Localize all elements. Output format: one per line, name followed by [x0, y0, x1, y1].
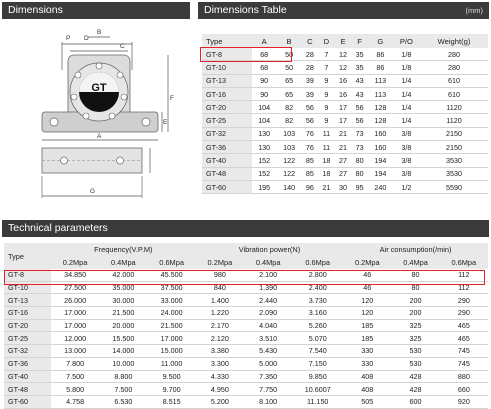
row-type: GT-60 — [4, 395, 51, 408]
table-cell: 86 — [368, 61, 393, 74]
table-cell: 290 — [440, 307, 488, 320]
row-type: GT-20 — [202, 101, 252, 114]
table-cell: 1.220 — [196, 307, 244, 320]
table-cell: 80 — [391, 281, 439, 294]
table-cell: 408 — [343, 370, 391, 383]
table-cell: 16 — [335, 74, 352, 87]
table-cell: 21 — [335, 141, 352, 154]
table-cell: 122 — [277, 167, 302, 180]
table-cell: 80 — [351, 167, 368, 180]
dim-col-header: Weight(g) — [420, 34, 488, 48]
table-cell: 530 — [391, 357, 439, 370]
table-cell: 17.000 — [147, 332, 195, 345]
table-row — [202, 74, 488, 87]
table-cell: 50 — [277, 61, 302, 74]
dim-col-header: F — [351, 34, 368, 48]
table-cell: 11 — [318, 127, 335, 140]
row-type: GT-10 — [4, 281, 51, 294]
table-cell: 7.750 — [244, 383, 292, 396]
table-cell: 152 — [252, 154, 277, 167]
table-cell: 56 — [351, 114, 368, 127]
table-cell: 1/4 — [393, 74, 420, 87]
dim-col-header: A — [252, 34, 277, 48]
table-cell: 1/4 — [393, 101, 420, 114]
table-cell: 3/8 — [393, 141, 420, 154]
label-e: E — [163, 119, 168, 126]
table-cell: 35.000 — [99, 281, 147, 294]
table-cell: 1.390 — [244, 281, 292, 294]
table-row — [4, 370, 488, 383]
table-cell: 33.000 — [147, 294, 195, 307]
table-cell: 24.000 — [147, 307, 195, 320]
label-g: G — [90, 188, 96, 195]
table-cell: 56 — [302, 114, 319, 127]
mount-hole-right — [142, 118, 150, 126]
row-type: GT-8 — [4, 269, 51, 281]
table-row — [202, 127, 488, 140]
table-cell: 600 — [391, 395, 439, 408]
table-cell: 3530 — [420, 154, 488, 167]
table-cell: 610 — [420, 74, 488, 87]
dimensions-table-title: Dimensions Table — [204, 4, 287, 16]
table-row — [4, 332, 488, 345]
table-cell: 21 — [335, 127, 352, 140]
label-f: F — [170, 95, 174, 102]
table-cell: 185 — [343, 319, 391, 332]
table-cell: 240 — [368, 180, 393, 193]
table-cell: 34.850 — [51, 269, 99, 281]
table-cell: 3/8 — [393, 154, 420, 167]
table-cell: 1120 — [420, 114, 488, 127]
table-cell: 200 — [391, 294, 439, 307]
table-cell: 140 — [277, 180, 302, 193]
table-cell: 17 — [335, 114, 352, 127]
table-row — [202, 48, 488, 61]
table-row — [4, 345, 488, 358]
table-cell: 30 — [335, 180, 352, 193]
label-c: C — [120, 43, 125, 50]
pressure-subheader: 0.2Mpa — [343, 256, 391, 269]
table-cell: 330 — [343, 345, 391, 358]
table-cell: 280 — [420, 61, 488, 74]
table-cell: 68 — [252, 61, 277, 74]
table-cell: 68 — [252, 48, 277, 61]
table-cell: 15.000 — [147, 345, 195, 358]
table-cell: 39 — [302, 74, 319, 87]
table-cell: 12.000 — [51, 332, 99, 345]
table-cell: 2.120 — [196, 332, 244, 345]
table-cell: 290 — [440, 294, 488, 307]
table-cell: 3.160 — [292, 307, 343, 320]
table-cell: 7.800 — [51, 357, 99, 370]
table-cell: 14.000 — [99, 345, 147, 358]
label-d: D — [84, 35, 89, 42]
table-cell: 160 — [368, 141, 393, 154]
table-cell: 28 — [302, 61, 319, 74]
table-cell: 103 — [277, 141, 302, 154]
table-cell: 4.040 — [244, 319, 292, 332]
technical-table — [4, 243, 488, 409]
table-cell: 65 — [277, 87, 302, 100]
table-row — [4, 307, 488, 320]
table-cell: 26.000 — [51, 294, 99, 307]
dim-col-header: Type — [202, 34, 252, 48]
table-cell: 325 — [391, 319, 439, 332]
row-type: GT-13 — [202, 74, 252, 87]
dim-col-header: P/O — [393, 34, 420, 48]
table-cell: 21.500 — [147, 319, 195, 332]
table-cell: 27 — [335, 154, 352, 167]
table-cell: 9.500 — [147, 370, 195, 383]
table-cell: 13.000 — [51, 345, 99, 358]
table-cell: 30.000 — [99, 294, 147, 307]
table-row — [202, 114, 488, 127]
table-cell: 46 — [343, 269, 391, 281]
table-cell: 10.000 — [99, 357, 147, 370]
label-a: A — [97, 133, 102, 140]
table-row — [202, 141, 488, 154]
row-type: GT-10 — [202, 61, 252, 74]
row-type: GT-48 — [4, 383, 51, 396]
table-cell: 2.400 — [292, 281, 343, 294]
table-cell: 5.430 — [244, 345, 292, 358]
table-cell: 5.800 — [51, 383, 99, 396]
table-cell: 2.170 — [196, 319, 244, 332]
table-cell: 65 — [277, 74, 302, 87]
frequency-header: Frequency(V.P.M) — [51, 243, 196, 256]
table-cell: 5.070 — [292, 332, 343, 345]
table-cell: 280 — [420, 48, 488, 61]
table-cell: 73 — [351, 127, 368, 140]
dimensions-title: Dimensions — [8, 4, 63, 16]
table-cell: 113 — [368, 87, 393, 100]
table-cell: 11.150 — [292, 395, 343, 408]
dim-col-header: C — [302, 34, 319, 48]
row-type: GT-16 — [202, 87, 252, 100]
table-cell: 505 — [343, 395, 391, 408]
table-cell: 9 — [318, 114, 335, 127]
table-cell: 2.100 — [244, 269, 292, 281]
table-cell: 39 — [302, 87, 319, 100]
row-type: GT-48 — [202, 167, 252, 180]
table-cell: 1/8 — [393, 61, 420, 74]
table-row — [4, 357, 488, 370]
table-cell: 428 — [391, 383, 439, 396]
table-cell: 160 — [368, 127, 393, 140]
table-cell: 90 — [252, 74, 277, 87]
table-cell: 43 — [351, 87, 368, 100]
table-cell: 1/2 — [393, 180, 420, 193]
table-cell: 745 — [440, 357, 488, 370]
table-cell: 2.440 — [244, 294, 292, 307]
table-cell: 10.6007 — [292, 383, 343, 396]
table-cell: 85 — [302, 154, 319, 167]
table-cell: 50 — [277, 48, 302, 61]
table-cell: 2.800 — [292, 269, 343, 281]
table-cell: 1120 — [420, 101, 488, 114]
pressure-subheader: 0.4Mpa — [244, 256, 292, 269]
table-cell: 43 — [351, 74, 368, 87]
table-cell: 76 — [302, 141, 319, 154]
table-cell: 465 — [440, 319, 488, 332]
table-cell: 11 — [318, 141, 335, 154]
table-cell: 7 — [318, 48, 335, 61]
table-cell: 7 — [318, 61, 335, 74]
table-cell: 103 — [277, 127, 302, 140]
table-row — [4, 281, 488, 294]
row-type: GT-25 — [4, 332, 51, 345]
table-cell: 16 — [335, 87, 352, 100]
table-cell: 9 — [318, 101, 335, 114]
row-type: GT-20 — [4, 319, 51, 332]
table-cell: 5.200 — [196, 395, 244, 408]
table-cell: 745 — [440, 345, 488, 358]
table-cell: 27 — [335, 167, 352, 180]
table-cell: 330 — [343, 357, 391, 370]
table-cell: 2150 — [420, 127, 488, 140]
table-cell: 37.500 — [147, 281, 195, 294]
pressure-subheader: 0.6Mpa — [292, 256, 343, 269]
pressure-subheader: 0.2Mpa — [196, 256, 244, 269]
table-cell: 42.000 — [99, 269, 147, 281]
table-cell: 128 — [368, 101, 393, 114]
table-cell: 8.100 — [244, 395, 292, 408]
table-cell: 76 — [302, 127, 319, 140]
table-cell: 9 — [318, 87, 335, 100]
pressure-subheader: 0.2Mpa — [51, 256, 99, 269]
row-type: GT-40 — [4, 370, 51, 383]
dim-col-header: B — [277, 34, 302, 48]
table-row — [202, 167, 488, 180]
logo-text: GT — [91, 82, 107, 94]
row-type: GT-40 — [202, 154, 252, 167]
pressure-subheader: 0.4Mpa — [99, 256, 147, 269]
table-cell: 130 — [252, 141, 277, 154]
vibration-power-header: Vibration power(N) — [196, 243, 343, 256]
table-row — [4, 294, 488, 307]
table-cell: 3.510 — [244, 332, 292, 345]
row-type: GT-32 — [4, 345, 51, 358]
table-cell: 408 — [343, 383, 391, 396]
mount-hole-left — [50, 118, 58, 126]
dimensions-unit: (mm) — [465, 6, 483, 15]
pressure-subheader: 0.6Mpa — [147, 256, 195, 269]
table-cell: 2.090 — [244, 307, 292, 320]
table-cell: 86 — [368, 48, 393, 61]
table-row — [4, 383, 488, 396]
row-type: GT-36 — [202, 141, 252, 154]
table-cell: 96 — [302, 180, 319, 193]
table-cell: 21.500 — [99, 307, 147, 320]
table-cell: 17.000 — [51, 307, 99, 320]
table-cell: 112 — [440, 281, 488, 294]
table-cell: 195 — [252, 180, 277, 193]
table-cell: 4.950 — [196, 383, 244, 396]
table-cell: 4.330 — [196, 370, 244, 383]
table-cell: 3/8 — [393, 167, 420, 180]
table-cell: 104 — [252, 114, 277, 127]
label-b: B — [97, 29, 102, 36]
table-cell: 120 — [343, 294, 391, 307]
table-row — [202, 101, 488, 114]
table-cell: 194 — [368, 167, 393, 180]
table-cell: 8.800 — [99, 370, 147, 383]
table-cell: 95 — [351, 180, 368, 193]
technical-title: Technical parameters — [8, 222, 108, 234]
table-cell: 6.530 — [99, 395, 147, 408]
table-cell: 73 — [351, 141, 368, 154]
table-cell: 122 — [277, 154, 302, 167]
table-cell: 194 — [368, 154, 393, 167]
table-cell: 3.300 — [196, 357, 244, 370]
table-cell: 3.730 — [292, 294, 343, 307]
table-cell: 152 — [252, 167, 277, 180]
table-cell: 113 — [368, 74, 393, 87]
table-cell: 56 — [302, 101, 319, 114]
table-cell: 185 — [343, 332, 391, 345]
table-cell: 9.850 — [292, 370, 343, 383]
table-cell: 5.000 — [244, 357, 292, 370]
table-cell: 17.000 — [51, 319, 99, 332]
table-cell: 104 — [252, 101, 277, 114]
dimensions-table — [202, 34, 488, 194]
table-cell: 610 — [420, 87, 488, 100]
table-cell: 17 — [335, 101, 352, 114]
table-cell: 465 — [440, 332, 488, 345]
table-row — [202, 61, 488, 74]
table-cell: 7.540 — [292, 345, 343, 358]
pressure-subheader: 0.6Mpa — [440, 256, 488, 269]
dim-col-header: G — [368, 34, 393, 48]
table-cell: 18 — [318, 154, 335, 167]
table-cell: 15.500 — [99, 332, 147, 345]
table-cell: 1/8 — [393, 48, 420, 61]
table-cell: 9.700 — [147, 383, 195, 396]
table-cell: 27.500 — [51, 281, 99, 294]
table-cell: 12 — [335, 48, 352, 61]
table-cell: 3/8 — [393, 127, 420, 140]
table-cell: 880 — [440, 370, 488, 383]
row-type: GT-60 — [202, 180, 252, 193]
table-cell: 18 — [318, 167, 335, 180]
table-cell: 85 — [302, 167, 319, 180]
table-cell: 7.150 — [292, 357, 343, 370]
row-type: GT-8 — [202, 48, 252, 61]
table-cell: 530 — [391, 345, 439, 358]
table-row — [202, 180, 488, 193]
table-cell: 120 — [343, 307, 391, 320]
table-cell: 3530 — [420, 167, 488, 180]
table-cell: 840 — [196, 281, 244, 294]
table-cell: 46 — [343, 281, 391, 294]
table-cell: 200 — [391, 307, 439, 320]
table-cell: 12 — [335, 61, 352, 74]
table-cell: 1.400 — [196, 294, 244, 307]
table-row — [4, 269, 488, 281]
table-cell: 1/4 — [393, 87, 420, 100]
table-cell: 20.000 — [99, 319, 147, 332]
row-type: GT-25 — [202, 114, 252, 127]
dim-col-header: E — [335, 34, 352, 48]
type-header: Type — [4, 243, 51, 269]
table-cell: 4.758 — [51, 395, 99, 408]
table-cell: 5590 — [420, 180, 488, 193]
row-type: GT-32 — [202, 127, 252, 140]
table-cell: 1/4 — [393, 114, 420, 127]
table-cell: 7.350 — [244, 370, 292, 383]
dimensions-table-header — [198, 2, 489, 19]
table-cell: 45.500 — [147, 269, 195, 281]
table-cell: 130 — [252, 127, 277, 140]
table-cell: 9 — [318, 74, 335, 87]
table-cell: 80 — [351, 154, 368, 167]
technical-header — [2, 220, 489, 237]
table-cell: 3.380 — [196, 345, 244, 358]
table-cell: 980 — [196, 269, 244, 281]
label-p: P — [66, 35, 71, 42]
table-row — [202, 154, 488, 167]
table-row — [202, 87, 488, 100]
table-row — [4, 395, 488, 408]
table-cell: 2150 — [420, 141, 488, 154]
table-cell: 325 — [391, 332, 439, 345]
table-cell: 11.000 — [147, 357, 195, 370]
table-cell: 35 — [351, 61, 368, 74]
table-cell: 428 — [391, 370, 439, 383]
row-type: GT-13 — [4, 294, 51, 307]
technical-drawing — [0, 0, 200, 220]
table-cell: 82 — [277, 101, 302, 114]
table-cell: 7.500 — [51, 370, 99, 383]
air-consumption-header: Air consumption(/min) — [343, 243, 488, 256]
row-type: GT-36 — [4, 357, 51, 370]
table-cell: 80 — [391, 269, 439, 281]
table-cell: 28 — [302, 48, 319, 61]
row-type: GT-16 — [4, 307, 51, 320]
dim-col-header: D — [318, 34, 335, 48]
table-cell: 660 — [440, 383, 488, 396]
table-cell: 8.515 — [147, 395, 195, 408]
table-cell: 56 — [351, 101, 368, 114]
table-cell: 82 — [277, 114, 302, 127]
table-cell: 112 — [440, 269, 488, 281]
table-cell: 7.500 — [99, 383, 147, 396]
table-cell: 5.260 — [292, 319, 343, 332]
table-row — [4, 319, 488, 332]
table-cell: 90 — [252, 87, 277, 100]
table-cell: 920 — [440, 395, 488, 408]
table-cell: 128 — [368, 114, 393, 127]
table-cell: 21 — [318, 180, 335, 193]
pressure-subheader: 0.4Mpa — [391, 256, 439, 269]
table-cell: 35 — [351, 48, 368, 61]
